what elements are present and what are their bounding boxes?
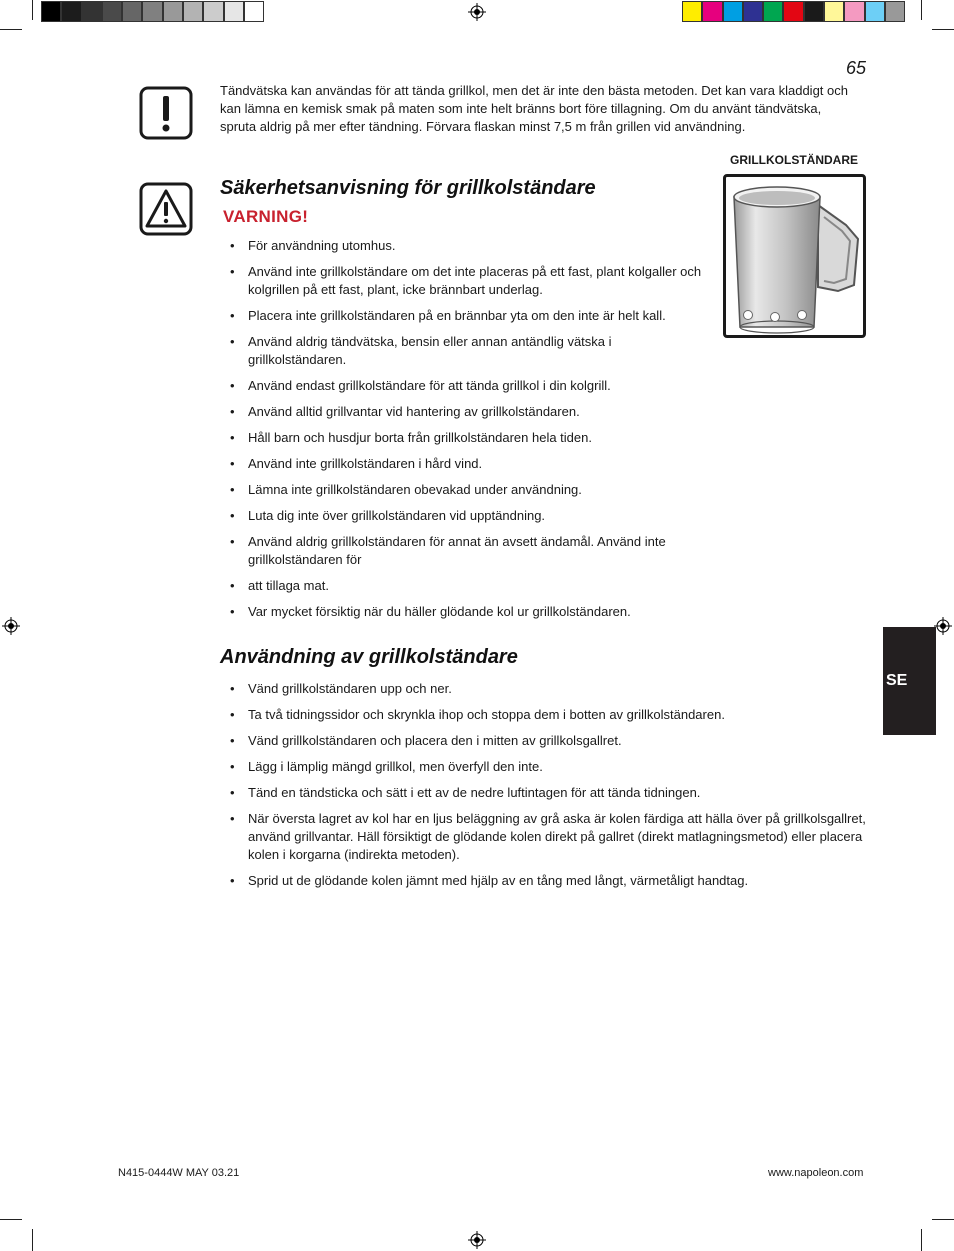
page-number: 65 xyxy=(846,58,867,78)
color-swatch xyxy=(122,1,142,22)
list-item xyxy=(222,603,712,621)
registration-mark-icon xyxy=(934,617,952,635)
color-swatch xyxy=(865,1,885,22)
footer-website: www.napoleon.com xyxy=(768,1167,864,1179)
list-item xyxy=(222,263,712,299)
list-item xyxy=(222,481,712,499)
list-item xyxy=(222,533,712,569)
bullet-icon: • xyxy=(230,578,235,593)
color-swatch xyxy=(844,1,864,22)
safety-heading: Säkerhetsanvisning för grillkolständare xyxy=(220,177,596,199)
list-item-text: Använd aldrig tändvätska, bensin eller annan antändlig vätska i grillkolständaren. xyxy=(248,334,612,367)
bullet-icon: • xyxy=(230,873,235,888)
list-item-text: Placera inte grillkolständaren på en brännbar yta om den inte är helt kall. xyxy=(248,308,666,323)
bullet-icon: • xyxy=(230,378,235,393)
color-swatch xyxy=(702,1,722,22)
bullet-icon: • xyxy=(230,308,235,323)
bullet-icon: • xyxy=(230,456,235,471)
list-item-text: Använd inte grillkolständaren i hård vind. xyxy=(248,456,483,471)
bullet-icon: • xyxy=(230,785,235,800)
crop-mark xyxy=(0,29,22,30)
list-item xyxy=(222,680,877,698)
list-item-text: Lägg i lämplig mängd grillkol, men överfyll den inte. xyxy=(248,759,543,774)
list-item-text: Var mycket försiktig när du häller glödande kol ur grillkolständaren. xyxy=(248,604,631,619)
list-item-text: Lämna inte grillkolständaren obevakad under användning. xyxy=(248,482,582,497)
list-item xyxy=(222,706,877,724)
warning-triangle-icon xyxy=(139,182,193,236)
bullet-icon: • xyxy=(230,404,235,419)
crop-mark xyxy=(921,0,922,20)
list-item-text: För användning utomhus. xyxy=(248,238,396,253)
color-swatch xyxy=(682,1,702,22)
color-swatch xyxy=(763,1,783,22)
bullet-icon: • xyxy=(230,508,235,523)
color-swatch xyxy=(82,1,102,22)
list-item xyxy=(222,810,877,864)
list-item xyxy=(222,732,877,750)
footer-doc-code: N415-0444W MAY 03.21 xyxy=(118,1167,240,1179)
color-swatch xyxy=(244,1,264,22)
list-item-text: att tillaga mat. xyxy=(248,578,329,593)
color-swatch xyxy=(61,1,81,22)
list-item xyxy=(222,237,712,255)
usage-heading: Användning av grillkolständare xyxy=(220,646,518,668)
color-swatch xyxy=(142,1,162,22)
list-item-text: Ta två tidningssidor och skrynkla ihop och stoppa dem i botten av grillkolständaren. xyxy=(248,707,725,722)
list-item-text: Tänd en tändsticka och sätt i ett av de nedre luftintagen för att tända tidningen. xyxy=(248,785,701,800)
list-item xyxy=(222,429,712,447)
bullet-icon: • xyxy=(230,759,235,774)
color-bar xyxy=(682,1,905,22)
list-item xyxy=(222,507,712,525)
list-item xyxy=(222,333,712,369)
usage-list xyxy=(222,680,877,898)
bullet-icon: • xyxy=(230,534,235,549)
color-swatch xyxy=(183,1,203,22)
list-item-text: Använd alltid grillvantar vid hantering av grillkolständaren. xyxy=(248,404,580,419)
chimney-starter-image xyxy=(723,174,866,338)
list-item-text: Vänd grillkolständaren och placera den i mitten av grillkolsgallret. xyxy=(248,733,622,748)
list-item xyxy=(222,577,712,595)
bullet-icon: • xyxy=(230,707,235,722)
image-label: GRILLKOLSTÄNDARE xyxy=(730,153,858,167)
list-item-text: När översta lagret av kol har en ljus beläggning av grå aska är kolen färdiga att hälla över på grillkolsgallret, använd grillvantar. Häll försiktigt de glödande kolen direkt på gallret (direkt matlagningsmetod) eller placera kolen i korgarna (indirekta metoden). xyxy=(248,811,866,862)
registration-mark-icon xyxy=(468,3,486,21)
color-swatch xyxy=(203,1,223,22)
color-swatch xyxy=(804,1,824,22)
bullet-icon: • xyxy=(230,733,235,748)
color-swatch xyxy=(224,1,244,22)
bullet-icon: • xyxy=(230,811,235,826)
color-swatch xyxy=(783,1,803,22)
crop-mark xyxy=(32,0,33,20)
chimney-starter-illustration xyxy=(726,177,863,335)
list-item-text: Sprid ut de glödande kolen jämnt med hjälp av en tång med långt, värmetåligt handtag. xyxy=(248,873,749,888)
crop-mark xyxy=(932,1219,954,1220)
list-item xyxy=(222,872,877,890)
list-item-text: Luta dig inte över grillkolständaren vid upptändning. xyxy=(248,508,546,523)
intro-paragraph: Tändvätska kan användas för att tända grillkol, men det är inte den bästa metoden. Det kan vara kladdigt och kan lämna en kemisk smak på maten som inte helt bränns bort före tillagning. Om du använt tändvätska, spruta aldrig på mer efter tändning. Förvara flaskan minst 7,5 m från grillen vid användning. xyxy=(220,83,848,134)
list-item-text: Använd inte grillkolständare om det inte placeras på ett fast, plant kolgaller och kolgrillen på ett fast, plant, icke brännbart underlag. xyxy=(248,264,702,297)
crop-mark xyxy=(32,1229,33,1251)
list-item-text: Använd aldrig grillkolständaren för annat än avsett ändamål. Använd inte grillkolständaren för xyxy=(248,534,666,567)
warning-label: VARNING! xyxy=(223,207,309,226)
language-tab-label: SE xyxy=(886,672,908,689)
bullet-icon: • xyxy=(230,681,235,696)
bullet-icon: • xyxy=(230,334,235,349)
list-item-text: Använd endast grillkolständare för att tända grillkol i din kolgrill. xyxy=(248,378,611,393)
registration-mark-icon xyxy=(2,617,20,635)
bullet-icon: • xyxy=(230,430,235,445)
list-item xyxy=(222,403,712,421)
color-swatch xyxy=(824,1,844,22)
bullet-icon: • xyxy=(230,264,235,279)
color-swatch xyxy=(41,1,61,22)
grayscale-bar xyxy=(41,1,264,22)
safety-list xyxy=(222,237,712,629)
list-item xyxy=(222,377,712,395)
bullet-icon: • xyxy=(230,482,235,497)
language-tab xyxy=(883,627,936,735)
bullet-icon: • xyxy=(230,238,235,253)
color-swatch xyxy=(102,1,122,22)
color-swatch xyxy=(743,1,763,22)
bullet-icon: • xyxy=(230,604,235,619)
registration-mark-icon xyxy=(468,1231,486,1249)
list-item xyxy=(222,307,712,325)
crop-mark xyxy=(932,29,954,30)
list-item xyxy=(222,758,877,776)
list-item-text: Håll barn och husdjur borta från grillkolständaren hela tiden. xyxy=(248,430,592,445)
list-item xyxy=(222,784,877,802)
color-swatch xyxy=(723,1,743,22)
attention-icon xyxy=(139,86,193,140)
color-swatch xyxy=(163,1,183,22)
crop-mark xyxy=(0,1219,22,1220)
crop-mark xyxy=(921,1229,922,1251)
color-swatch xyxy=(885,1,905,22)
list-item-text: Vänd grillkolständaren upp och ner. xyxy=(248,681,452,696)
list-item xyxy=(222,455,712,473)
